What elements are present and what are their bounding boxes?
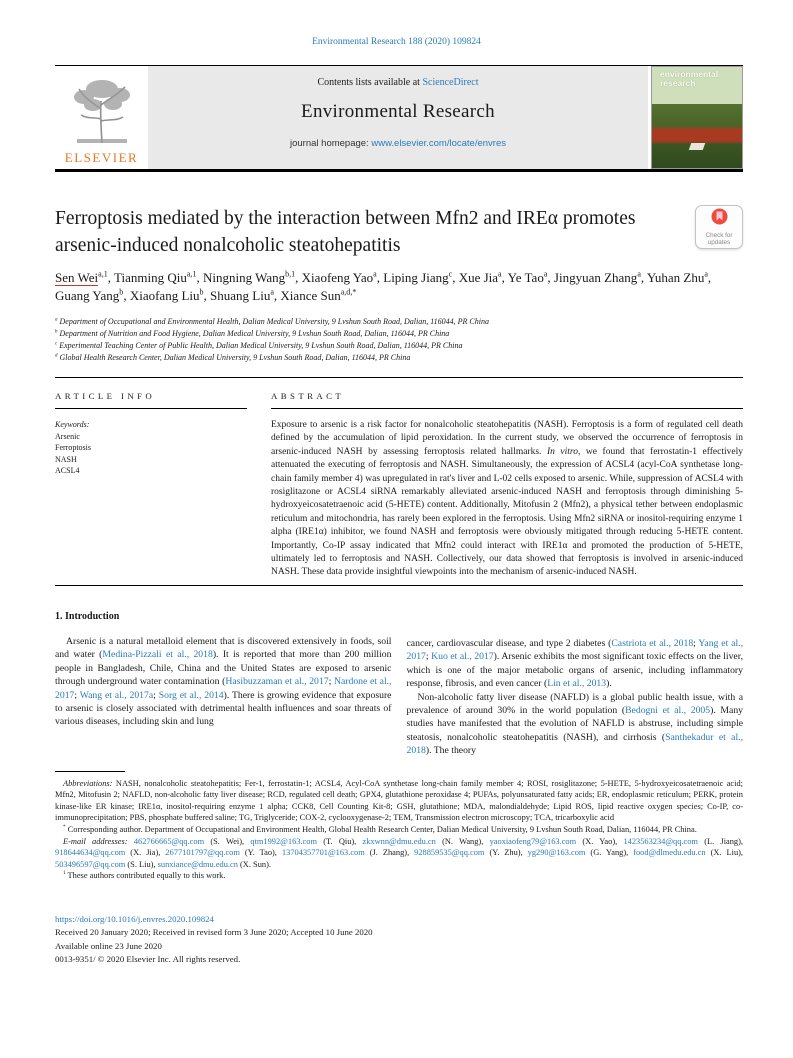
contents-list-line: Contents lists available at ScienceDirect [317,77,479,88]
journal-cover-thumbnail[interactable] [651,66,743,169]
keywords-label: Keywords: [55,420,90,429]
abstract-bottom-rule [55,585,743,586]
affiliation-c: $^c$ Experimental Teaching Center of Public Health, Dalian Medical University, 9 Lvshun South Road, Dalian, 116044, PR China [55,341,463,350]
abstract-column [271,378,743,580]
elsevier-logo[interactable] [55,66,148,169]
journal-masthead [55,66,743,169]
inline-link[interactable]: 503496597@qq.com [55,859,126,869]
inline-link[interactable]: qtm1992@163.com [250,836,317,846]
article-info-column [55,378,247,580]
cover-photo [652,104,742,168]
check-updates-icon [711,208,728,230]
footnotes [55,771,743,882]
inline-link[interactable]: Kuo et al., 2017 [431,651,494,663]
affiliation-a: $^a$ Department of Occupational and Environmental Health, Dalian Medical University, 9 Lvshun South Road, Dalian, 116044, PR China [55,317,489,326]
check-for-updates-badge[interactable] [695,205,743,249]
inline-link[interactable]: sunxiance@dmu.edu.cn [157,859,238,869]
inline-link[interactable]: 2677101797@qq.com [165,848,240,858]
inline-link[interactable]: Lin et al., 2013 [547,678,607,690]
inline-link[interactable]: Bedogni et al., 2005 [625,704,711,716]
available-online: Available online 23 June 2020 [55,940,162,951]
inline-link[interactable]: Castriota et al., 2018 [611,637,694,649]
cover-photo-detail [689,143,706,150]
email-addresses-footnote: E-mail addresses: 462766665@qq.com (S. Wei), qtm1992@163.com (T. Qiu), zkxwnn@dmu.edu.cn (N. Wang), yaoxiaofeng79@163.com (X. Yao), 1423563234@qq.com (L. Jiang), 918644634@qq.com (X. Jia), 2677101797@qq.com (Y. Tao), 13704357701@163.com (J. Zhang), 928859535@qq.com (Y. Zhu), yg290@163.com (G. Yang), food@dlmedu.edu.cn (X. Liu), 503496597@qq.com (S. Liu), sunxiance@dmu.edu.cn (X. Sun). [55,836,744,869]
inline-link[interactable]: Yang et al., 2017 [406,637,743,663]
abbreviations-footnote: Abbreviations: NASH, nonalcoholic steatohepatitis; Fer-1, ferrostatin-1; ACSL4, Acyl-CoA synthetase long-chain family member 4; ROSI, rosiglitazone; 5-HETE, 5-hydroxyeicosatetraenoic acid; Mfn2, Mitofusin 2; NAFLD, non-alcoholic fatty liver disease; RCD, regulated cell death; GPX4, glutathione peroxidase 4; PUFAs, polyunsaturated fatty acids; ER, endoplasmic reticulum; PERK, protein kinase-like ER kinase; IRE1α, inositol-requiring enzyme 1 alpha; CCK8, Cell Counting Kit-8; GSH, glutathione; MDA, malondialdehyde; Lipid ROS, lipid reactive oxygen species; Co-IP, co-immunoprecipitation; PBS, phosphate buffered saline; TG, Triglyceride; COX-2, cyclooxygenase-2; TEM, Transmission electron microscopy; TCA, tricarboxylic acid [55,778,743,823]
inline-link[interactable]: yaoxiaofeng79@163.com [489,836,577,846]
intro-paragraph-1: Arsenic is a natural metalloid element that is discovered extensively in foods, soil and water (Medina-Pizzali et al., 2018). It is reported that more than 200 million people in Bangladesh, Chile, China and the United States are exposed to arsenic through underground water contamination (Hasibuzzaman et al., 2017; Nardone et al., 2017; Wang et al., 2017a; Sorg et al., 2014). There is growing evidence that exposure to arsenic is closely associated with detrimental health influences and soar threats of various diseases, including skin and lung [55,635,392,728]
footnote-divider [55,771,125,772]
inline-link[interactable]: Wang et al., 2017a [79,689,154,701]
intro-paragraph-3: Non-alcoholic fatty liver disease (NAFLD) is a global public health issue, with a prevalence of around 30% in the world population (Bedogni et al., 2005). Many studies have manifested that the evolution of NAFLD is abstruse, including simple steatosis, nonalcoholic steatohepatitis (NASH), and cirrhosis (Santhekadur et al., 2018). The theory [406,691,744,757]
page-title: Ferroptosis mediated by the interaction between Mfn2 and IREα promotes arsenic-induced nonalcoholic steatohepatitis [55,208,636,256]
inline-link[interactable]: ScienceDirect [422,77,479,88]
elsevier-tree-icon [71,75,133,152]
inline-link[interactable]: zkxwnn@dmu.edu.cn [362,836,436,846]
article-info-rule [55,408,247,409]
inline-link[interactable]: Santhekadur et al., 2018 [406,731,744,757]
abstract-heading: ABSTRACT [271,391,345,401]
inline-link[interactable]: Hasibuzzaman et al., 2017 [225,676,329,688]
received-dates: Received 20 January 2020; Received in revised form 3 June 2020; Accepted 10 June 2020 [55,927,373,938]
inline-link[interactable]: www.elsevier.com/locate/envres [371,138,506,149]
masthead-bottom-rule [55,169,743,172]
keyword-arsenic: Arsenic [55,431,80,441]
journal-citation[interactable]: Environmental Research 188 (2020) 109824 [312,37,481,47]
affiliation-b: $^b$ Department of Nutrition and Food Hygiene, Dalian Medical University, 9 Lvshun South Road, Dalian, 116044, PR China [55,329,450,338]
intro-paragraph-2: cancer, cardiovascular disease, and type 2 diabetes (Castriota et al., 2018; Yang et al., 2017; Kuo et al., 2017). Arsenic exhibits the most significant toxic effects on the liver, which is one of the major metabolic organs of arsenic, including inflammatory response, fibrosis, and even cancer (Lin et al., 2013). [406,637,743,690]
inline-link[interactable]: 13704357701@163.com [281,848,365,858]
affiliation-d: $^d$ Global Health Research Center, Dalian Medical University, 9 Lvshun South Road, Dalian, 116044, PR China [55,353,411,362]
elsevier-wordmark: ELSEVIER [64,150,139,165]
abstract-rule [271,408,743,409]
inline-link[interactable]: 928859535@qq.com [414,848,485,858]
corresponding-author-footnote: * Corresponding author. Department of Occupational and Environment Health, Global Health Research Center, Dalian Medical University, 9 Lvshun South Road, Dalian, 116044, PR China. [63,824,697,834]
check-updates-label: Check for updates [705,232,733,246]
keyword-acsl4: ACSL4 [55,466,80,475]
keyword-ferroptosis: Ferroptosis [55,443,91,452]
inline-link[interactable]: 1423563234@qq.com [623,836,698,846]
inline-link[interactable]: 462766665@qq.com [133,836,205,846]
journal-homepage-line: journal homepage: www.elsevier.com/locate/envres [290,138,506,149]
author-list: Sen Wei$^{a,1}$, Tianming Qiu$^{a,1}$, Ningning Wang$^{b,1}$, Xiaofeng Yao$^a$, Liping Jiang$^c$, Xue Jia$^a$, Ye Tao$^a$, Jingyuan Zhang$^a$, Yuhan Zhu$^a$, Guang Yang$^b$, Xiaofang Liu$^b$, Shuang Liu$^a$, Xiance Sun$^{a,d,*}$ [55,269,712,303]
equal-contribution-footnote: $^1$ These authors contributed equally to this work. [63,870,226,881]
journal-title: Environmental Research [301,101,495,122]
affiliations [55,316,743,364]
article-history [55,913,743,967]
inline-link[interactable]: food@dlmedu.edu.cn [633,848,706,858]
inline-link[interactable]: 918644634@qq.com [55,848,126,858]
cover-header [652,67,742,104]
keyword-nash: NASH [55,454,77,464]
introduction-heading: 1. Introduction [55,610,120,622]
article-info-heading: ARTICLE INFO [55,391,156,401]
inline-link[interactable]: Sorg et al., 2014 [158,689,224,701]
intro-right-column [407,611,744,758]
inline-link[interactable]: Medina-Pizzali et al., 2018 [102,649,213,661]
copyright-line: 0013-9351/ © 2020 Elsevier Inc. All rights reserved. [55,954,241,965]
inline-link[interactable]: Nardone et al., 2017 [55,676,392,701]
cover-title: environmental research [660,69,719,88]
inline-link[interactable]: yg290@163.com [527,848,586,858]
intro-left-column [55,611,392,758]
doi-link[interactable]: https://doi.org/10.1016/j.envres.2020.109824 [55,913,214,924]
abstract-body: Exposure to arsenic is a risk factor for nonalcoholic steatohepatitis (NASH). Ferroptosis is a form of regulated cell death defined by the accumulation of lipid peroxidation. In the current study, we observed the occurrence of ferroptosis in arsenic-induced NASH by assessing ferroptosis related hallmarks. In vitro, we found that ferrostatin-1 effectively attenuated the executing of ferroptosis and NASH. Simultaneously, the expression of ACSL4 (acyl-CoA synthetase long-chain family member 4) was upregulated in rat's liver and L-02 cells exposed to arsenic. While, suppression of ACSL4 with rosiglitazone or ACSL4 siRNA remarkably alleviated arsenic-induced NASH and ferroptosis through diminishing 5-hydroxyeicosatetraenoic acid (5-HETE) content. Additionally, Mitofusin 2 (Mfn2), a physical tether between endoplasmic reticulum and mitochondria, has rarely been explored in the ferroptosis. Using Mfn2 siRNA or inositol-requiring enzyme 1 alpha (IRE1α) inhibitor, we found NASH and ferroptosis were obviously mitigated through reducing 5-HETE content. Importantly, Co-IP assay indicated that Mfn2 could interact with IRE1α and promoted the production of 5-HETE, ultimately led to ferroptosis and NASH. Collectively, our data showed that ferroptosis is involved in arsenic-induced NASH. These data provide insightful viewpoints into the mechanism of arsenic-induced NASH. [271,420,743,578]
masthead-center [148,66,648,169]
